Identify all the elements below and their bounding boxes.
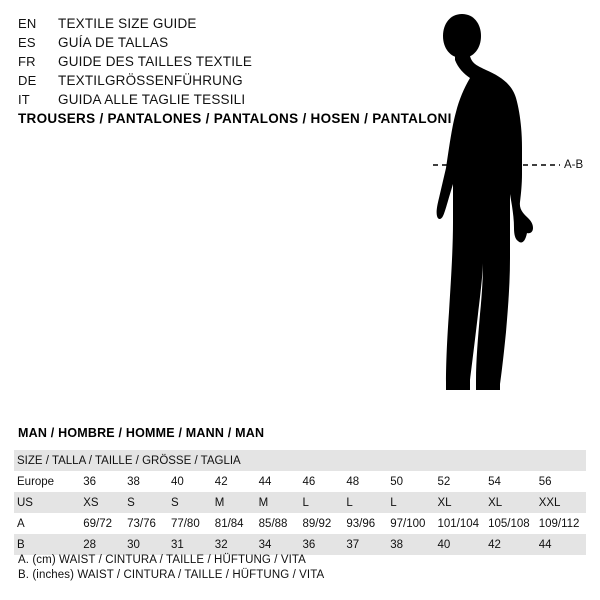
size-table (14, 450, 586, 555)
row-label-b: B (14, 534, 80, 555)
cell-b-7: 38 (387, 534, 434, 555)
language-code-it: IT (18, 92, 30, 107)
language-code-fr: FR (18, 54, 36, 69)
cell-us-2: S (168, 492, 212, 513)
cell-us-9: XL (485, 492, 536, 513)
language-code-de: DE (18, 73, 37, 88)
cell-us-4: M (256, 492, 300, 513)
cell-b-0: 28 (80, 534, 124, 555)
measurement-label-ab: A-B (564, 159, 584, 171)
language-row-en (18, 14, 348, 33)
cell-a-4: 85/88 (256, 513, 300, 534)
cell-b-1: 30 (124, 534, 168, 555)
cell-europe-3: 42 (212, 471, 256, 492)
cell-europe-9: 54 (485, 471, 536, 492)
language-text-es: GUÍA DE TALLAS (58, 35, 169, 50)
cell-a-10: 109/112 (536, 513, 586, 534)
cell-us-7: L (387, 492, 434, 513)
table-row-us (14, 492, 586, 513)
cell-europe-10: 56 (536, 471, 586, 492)
cell-a-9: 105/108 (485, 513, 536, 534)
cell-europe-0: 36 (80, 471, 124, 492)
cell-europe-5: 46 (300, 471, 344, 492)
language-row-fr (18, 52, 348, 71)
cell-us-6: L (343, 492, 387, 513)
cell-a-6: 93/96 (343, 513, 387, 534)
cell-us-3: M (212, 492, 256, 513)
cell-a-0: 69/72 (80, 513, 124, 534)
footnote-b: B. (inches) WAIST / CINTURA / TAILLE / HÜFTUNG / VITA (18, 569, 325, 581)
cell-b-8: 40 (434, 534, 485, 555)
cell-us-10: XXL (536, 492, 586, 513)
cell-b-6: 37 (343, 534, 387, 555)
table-row-size-header (14, 450, 586, 471)
language-text-fr: GUIDE DES TAILLES TEXTILE (58, 54, 253, 69)
language-text-en: TEXTILE SIZE GUIDE (58, 16, 197, 31)
language-row-es (18, 33, 348, 52)
cell-europe-6: 48 (343, 471, 387, 492)
cell-europe-1: 38 (124, 471, 168, 492)
language-list (18, 14, 348, 109)
cell-a-5: 89/92 (300, 513, 344, 534)
row-label-europe: Europe (14, 471, 80, 492)
cell-a-2: 77/80 (168, 513, 212, 534)
cell-us-8: XL (434, 492, 485, 513)
cell-a-1: 73/76 (124, 513, 168, 534)
row-label-us: US (14, 492, 80, 513)
row-label-size: SIZE / TALLA / TAILLE / GRÖSSE / TAGLIA (14, 450, 586, 471)
silhouette-icon (400, 8, 600, 408)
cell-europe-2: 40 (168, 471, 212, 492)
cell-us-5: L (300, 492, 344, 513)
row-label-a: A (14, 513, 80, 534)
cell-europe-7: 50 (387, 471, 434, 492)
footnotes (18, 553, 324, 583)
table-title: MAN / HOMBRE / HOMME / MANN / MAN (18, 426, 265, 440)
cell-b-3: 32 (212, 534, 256, 555)
cell-b-9: 42 (485, 534, 536, 555)
table-row-a (14, 513, 586, 534)
language-code-en: EN (18, 16, 37, 31)
cell-b-4: 34 (256, 534, 300, 555)
cell-a-3: 81/84 (212, 513, 256, 534)
language-code-es: ES (18, 35, 36, 50)
language-row-it (18, 90, 348, 109)
man-silhouette-figure (400, 8, 600, 408)
cell-us-0: XS (80, 492, 124, 513)
cell-us-1: S (124, 492, 168, 513)
cell-b-2: 31 (168, 534, 212, 555)
cell-b-10: 44 (536, 534, 586, 555)
section-title: TROUSERS / PANTALONES / PANTALONS / HOSEN / PANTALONI (18, 111, 452, 126)
cell-europe-4: 44 (256, 471, 300, 492)
cell-a-7: 97/100 (387, 513, 434, 534)
language-text-it: GUIDA ALLE TAGLIE TESSILI (58, 92, 246, 107)
table-row-europe (14, 471, 586, 492)
cell-b-5: 36 (300, 534, 344, 555)
language-row-de (18, 71, 348, 90)
cell-a-8: 101/104 (434, 513, 485, 534)
cell-europe-8: 52 (434, 471, 485, 492)
language-text-de: TEXTILGRÖSSENFÜHRUNG (58, 73, 243, 88)
table-row-b (14, 534, 586, 555)
footnote-a: A. (cm) WAIST / CINTURA / TAILLE / HÜFTUNG / VITA (18, 554, 306, 566)
